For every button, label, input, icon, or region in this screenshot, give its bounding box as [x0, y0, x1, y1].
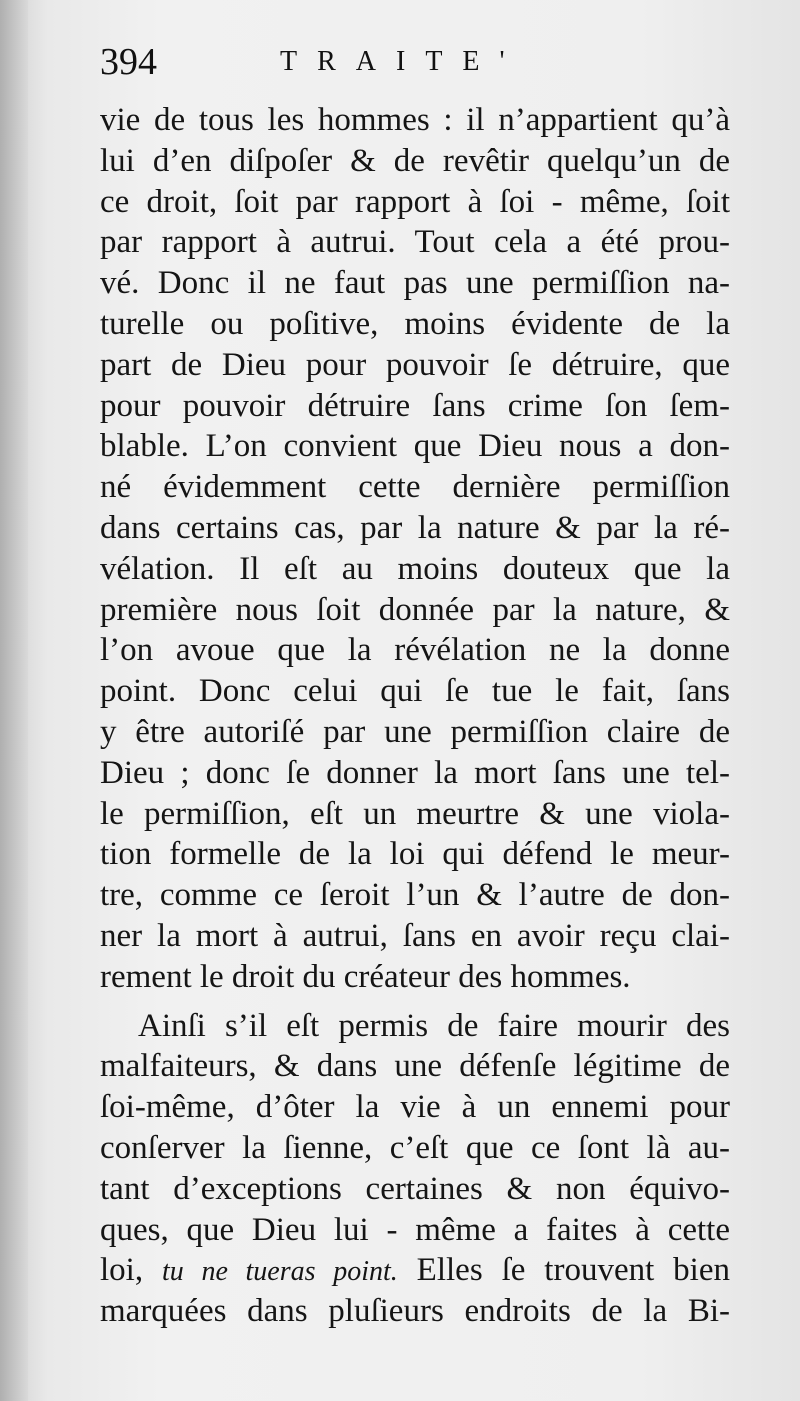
text-line: rement le droit du créateur des hommes.	[100, 958, 631, 995]
text-line: tion formelle de la loi qui défend le meur-	[100, 836, 730, 873]
text-line: point. Donc celui qui ſe tue le fait, ſans	[100, 673, 730, 710]
text-line: Dieu ; donc ſe donner la mort ſans une tel-	[100, 754, 730, 791]
text-line: vé. Donc il ne faut pas une permiſſion na-	[100, 265, 730, 302]
running-title: TRAITE'	[280, 46, 525, 77]
text-line: turelle ou poſitive, moins évidente de la	[100, 305, 730, 342]
text-line: le permiſſion, eſt un meurtre & une viola-	[100, 795, 730, 832]
text-line: tre, comme ce ſeroit l’un & l’autre de don-	[100, 877, 730, 914]
text-line: y être autoriſé par une permiſſion claire de	[100, 713, 730, 750]
text-line: conſerver la ſienne, c’eſt que ce ſont là au-	[100, 1129, 730, 1166]
text-line: ner la mort à autrui, ſans en avoir reçu clai-	[100, 917, 730, 954]
text-line: ce droit, ſoit par rapport à ſoi - même, ſoit	[100, 183, 730, 220]
page-number: 394	[100, 41, 157, 83]
italic-quote: tu ne tueras point.	[162, 1256, 398, 1288]
text-line: ſoi-même, d’ôter la vie à un ennemi pour	[100, 1089, 730, 1126]
text-line: par rapport à autrui. Tout cela a été prou-	[100, 224, 730, 261]
paragraph-2	[100, 1006, 730, 1332]
text-line-with-italic	[100, 1250, 730, 1291]
text-line: vie de tous les hommes : il n’appartient qu’à	[100, 102, 730, 138]
body-text	[100, 100, 730, 1332]
text-line: marquées dans pluſieurs endroits de la Bi-	[100, 1293, 730, 1330]
text-line: né évidemment cette dernière permiſſion	[100, 469, 730, 506]
text-span: loi,	[100, 1252, 162, 1289]
text-line: tant d’exceptions certaines & non équivo-	[100, 1170, 730, 1207]
text-line: lui d’en diſpoſer & de revêtir quelqu’un de	[100, 142, 730, 179]
text-line: Ainſi s’il eſt permis de faire mourir des	[138, 1007, 730, 1044]
text-span: Elles ſe trouvent bien	[397, 1252, 731, 1289]
text-line: pour pouvoir détruire ſans crime ſon ſem-	[100, 387, 730, 424]
text-line: première nous ſoit donnée par la nature, &	[100, 591, 730, 628]
text-line: l’on avoue que la révélation ne la donne	[100, 632, 730, 669]
text-line: ques, que Dieu lui - même a faites à cette	[100, 1211, 730, 1248]
text-line: vélation. Il eſt au moins douteux que la	[100, 550, 730, 587]
page-edge-shadow	[0, 0, 28, 1401]
text-line: dans certains cas, par la nature & par la ré-	[100, 509, 730, 546]
page-header	[100, 38, 740, 90]
text-line: malfaiteurs, & dans une défenſe légitime de	[100, 1048, 730, 1085]
paragraph-1	[100, 100, 730, 998]
text-line: part de Dieu pour pouvoir ſe détruire, que	[100, 346, 730, 383]
text-line: blable. L’on convient que Dieu nous a don-	[100, 428, 730, 465]
